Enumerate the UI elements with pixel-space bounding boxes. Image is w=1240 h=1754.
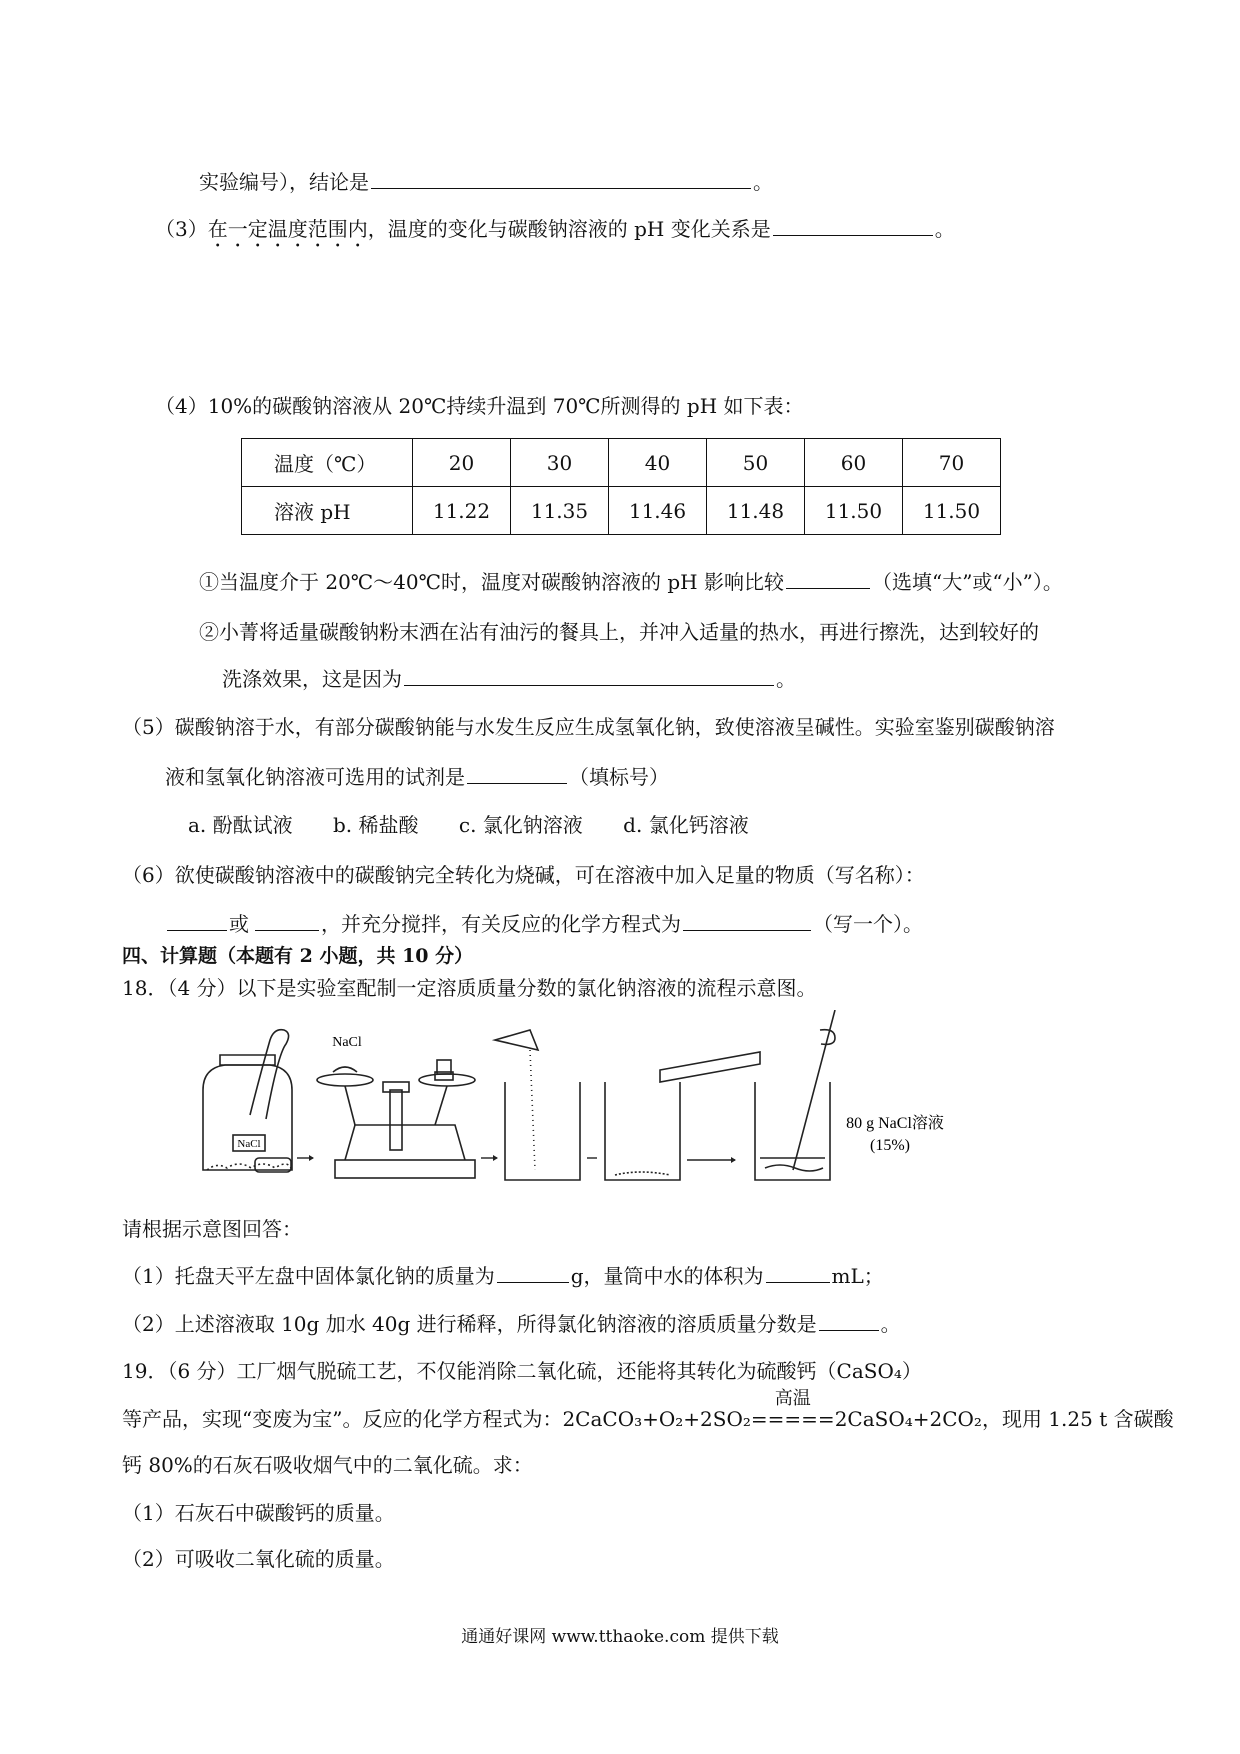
q17-5: （5）碳酸钠溶于水，有部分碳酸钠能与水发生反应生成氢氧化钠，致使溶液呈碱性。实验室鉴别碳酸钠溶 (122, 715, 1055, 739)
result-percent: (15%) (870, 1137, 910, 1154)
q17-4-2: ②小菁将适量碳酸钠粉末洒在沾有油污的餐具上，并冲入适量的热水，再进行擦洗，达到较好的 (199, 620, 1039, 644)
reaction-condition: 高温 ===== (750, 1388, 835, 1431)
section-4-title: 四、计算题（本题有 2 小题，共 10 分） (122, 945, 474, 967)
q19-stem-1: 19．（6 分）工厂烟气脱硫工艺，不仅能消除二氧化硫，还能将其转化为硫酸钙（CaSO₄） (122, 1359, 922, 1383)
ph-table (241, 438, 1001, 535)
q19-1: （1）石灰石中碳酸钙的质量。 (122, 1501, 395, 1525)
scale-label: NaCl (332, 1035, 362, 1050)
footer: 通通好课网 www.tthaoke.com 提供下载 (461, 1627, 779, 1647)
table-row: 溶液 pH 11.22 11.35 11.46 11.48 11.50 11.50 (242, 487, 1001, 535)
bottle-label: NaCl (237, 1138, 261, 1150)
q19-2: （2）可吸收二氧化硫的质量。 (122, 1547, 395, 1571)
answer-blank[interactable] (786, 568, 870, 589)
answer-blank[interactable] (404, 665, 774, 686)
beaker-2 (605, 1052, 760, 1180)
q18-stem: 18．（4 分）以下是实验室配制一定溶质质量分数的氯化钠溶液的流程示意图。 (122, 976, 817, 1000)
answer-blank[interactable] (819, 1310, 879, 1331)
answer-blank[interactable] (167, 910, 227, 931)
q17-5-options (188, 811, 749, 839)
answer-blank[interactable] (371, 168, 751, 189)
balance (317, 1060, 475, 1178)
q19-stem-2: 等产品，实现“变废为宝”。反应的化学方程式为：2CaCO₃+O₂+2SO₂ 高温 =====2CaSO₄+2CO₂，现用 1.25 t 含碳酸 (122, 1388, 1174, 1431)
option-c: c. 氯化钠溶液 (458, 813, 583, 837)
q17-4-intro: （4）10%的碳酸钠溶液从 20℃持续升温到 70℃所测得的 pH 如下表： (155, 394, 804, 418)
option-d: d. 氯化钙溶液 (623, 813, 749, 837)
q18-prompt: 请根据示意图回答： (122, 1217, 302, 1241)
arrow-head (309, 1155, 314, 1161)
nacl-preparation-diagram (195, 1010, 1085, 1185)
q18-1: （1）托盘天平左盘中固体氯化钠的质量为 g，量筒中水的体积为 mL； (122, 1264, 884, 1288)
arrow-head (731, 1157, 736, 1163)
q17-6-cont: 或 ，并充分搅拌，有关反应的化学方程式为 （写一个）。 (165, 910, 923, 938)
q17-2-tail: 实验编号），结论是 。 (199, 170, 773, 194)
table-header-ph: 溶液 pH (242, 487, 413, 535)
answer-blank[interactable] (766, 1262, 830, 1283)
beaker-3 (755, 1010, 835, 1180)
q17-4-2-cont: 洗涤效果，这是因为 。 (222, 667, 796, 691)
q18-2: （2）上述溶液取 10g 加水 40g 进行稀释，所得氯化钠溶液的溶质质量分数是 。 (122, 1312, 901, 1336)
answer-blank[interactable] (497, 1262, 569, 1283)
q17-4-1: ①当温度介于 20℃～40℃时，温度对碳酸钠溶液的 pH 影响比较 （选填“大”或“小”）。 (199, 570, 1063, 594)
answer-blank[interactable] (773, 215, 933, 236)
option-a: a. 酚酞试液 (188, 813, 293, 837)
option-b: b. 稀盐酸 (333, 813, 419, 837)
table-row: 温度（℃） 20 30 40 50 60 70 (242, 439, 1001, 487)
answer-blank[interactable] (255, 910, 319, 931)
answer-blank[interactable] (467, 763, 567, 784)
beaker-1 (495, 1030, 580, 1180)
result-label: 80 g NaCl溶液 (846, 1115, 944, 1132)
table-header-temp: 温度（℃） (242, 439, 413, 487)
q17-6: （6）欲使碳酸钠溶液中的碳酸钠完全转化为烧碱，可在溶液中加入足量的物质（写名称）： (122, 863, 925, 887)
q19-stem-3: 钙 80%的石灰石吸收烟气中的二氧化硫。求： (122, 1453, 533, 1477)
q17-3: （3）在一定温度范围内，温度的变化与碳酸钠溶液的 pH 变化关系是 。 (155, 217, 955, 241)
answer-blank[interactable] (683, 910, 811, 931)
arrow-head (493, 1155, 498, 1161)
q17-5-cont: 液和氢氧化钠溶液可选用的试剂是 （填标号） (165, 765, 669, 789)
